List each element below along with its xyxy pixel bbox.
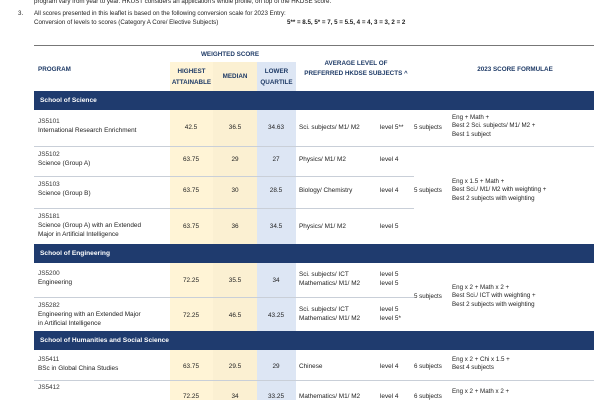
program-name: International Research Enrichment: [38, 127, 137, 134]
level: level 4: [380, 393, 399, 400]
formulae-header: 2023 SCORE FORMULAE: [477, 66, 553, 73]
level: level 5: [380, 306, 399, 313]
formula-line: Best 4 subjects: [452, 364, 494, 372]
formula-line: Eng x 2 + Chi x 1.5 +: [452, 356, 510, 363]
note-line-3: Conversion of levels to scores (Category A Core/ Elective Subjects): [34, 19, 219, 26]
formula-line: Eng x 1.5 + Math +: [452, 178, 505, 185]
highest-value: 63.75: [183, 187, 199, 194]
program-name: Major in Artificial Intelligence: [38, 231, 119, 238]
subjects: Mathematics/ M1/ M2: [299, 280, 361, 287]
median-value: 35.5: [228, 277, 242, 284]
program-code: JS5102: [38, 151, 60, 158]
program-code: JS5103: [38, 181, 60, 188]
highest-value: 72.25: [183, 393, 199, 400]
level: level 5**: [380, 124, 404, 131]
lower-quartile-value: 29: [272, 363, 280, 370]
section-engineering: School of Engineering: [34, 244, 594, 263]
level: level 4: [380, 363, 399, 370]
highest-header-1: HIGHEST: [177, 68, 206, 75]
table-top-rule: [34, 45, 594, 46]
program-header: PROGRAM: [38, 66, 71, 73]
highest-header: [170, 68, 213, 87]
subject-count: 6 subjects: [414, 363, 442, 370]
program-name: Engineering with an Extended Major: [38, 311, 141, 318]
lower-quartile-value: 27: [272, 156, 280, 163]
row-divider: [34, 176, 414, 177]
highest-value: 72.25: [183, 277, 199, 284]
formula-line: Best 2 Sci. subjects/ M1/ M2 +: [452, 122, 536, 130]
subject-count: 5 subjects: [414, 187, 442, 194]
program-code: JS5101: [38, 118, 60, 125]
lower-quartile-value: 33.25: [268, 393, 284, 400]
highest-value: 63.75: [183, 223, 199, 230]
program-name: Science (Group A): [38, 160, 91, 167]
subjects: Biology/ Chemistry: [299, 187, 353, 194]
program-code: JS5181: [38, 213, 60, 220]
program-name: BSc in Global China Studies: [38, 365, 119, 372]
median-value: 36.5: [228, 124, 242, 131]
formula-line: Eng x 2 + Math x 2 +: [452, 284, 510, 291]
section-science: School of Science: [34, 91, 594, 110]
program-code: JS5411: [38, 356, 60, 363]
formula-2: [452, 178, 592, 203]
formula-line: Best Sci./ M1/ M2 with weighting +: [452, 186, 547, 194]
formula-5: [452, 388, 592, 396]
formula-line: Best 2 subjects with weighting: [452, 194, 535, 202]
subject-count: 5 subjects: [414, 124, 442, 131]
lower-quartile-value: 34.5: [269, 223, 283, 230]
lower-header-2: QUARTILE: [260, 79, 293, 86]
row-divider: [34, 208, 414, 209]
note-line-2: All scores presented in this leaflet is based on the following conversion scale for 2023 Entry:: [34, 10, 286, 17]
median-value: 29.5: [228, 363, 242, 370]
subjects: Physics/ M1/ M2: [299, 156, 346, 163]
subjects: Physics/ M1/ M2: [299, 223, 346, 230]
note-number-3: 3.: [18, 10, 24, 17]
subjects: Mathematics/ M1/ M2: [299, 393, 361, 400]
lower-quartile-value: 34.63: [268, 124, 284, 131]
subject-count: 5 subjects: [414, 293, 442, 300]
avg-header-1: AVERAGE LEVEL OF: [324, 60, 388, 67]
formula-3: [452, 284, 592, 309]
lower-header-1: LOWER: [264, 68, 289, 75]
level: level 4: [380, 187, 399, 194]
formula-4: [452, 356, 592, 373]
lower-header: [257, 68, 296, 87]
formula-line: Best 2 subjects with weighting: [452, 300, 535, 308]
level: level 5: [380, 280, 399, 287]
formula-line: Best 1 subject: [452, 130, 491, 138]
highest-header-2: ATTAINABLE: [171, 79, 212, 86]
median-value: 30: [231, 187, 239, 194]
level: level 4: [380, 156, 399, 163]
row-divider: [34, 146, 594, 147]
row-divider: [34, 380, 594, 381]
note-line-1: program vary from year to year. HKUST considers an application's whole profile, on top of the HKDSE score.: [34, 0, 332, 5]
formula-1: [452, 114, 592, 139]
program-code: JS5282: [38, 302, 60, 309]
program-code: JS5200: [38, 270, 60, 277]
subjects: Sci. subjects/ ICT: [299, 306, 349, 313]
program-name: Science (Group B): [38, 190, 91, 197]
median-value: 46.5: [228, 312, 242, 319]
section-humanities: School of Humanities and Social Science: [34, 331, 594, 350]
subjects: Sci. subjects/ M1/ M2: [299, 124, 360, 131]
lower-quartile-value: 34: [272, 277, 280, 284]
subjects: Sci. subjects/ ICT: [299, 271, 349, 278]
subject-count: 6 subjects: [414, 393, 442, 400]
median-value: 36: [231, 223, 239, 230]
formula-line: Eng x 2 + Math x 2 +: [452, 388, 510, 395]
highest-value: 63.75: [183, 363, 199, 370]
lower-quartile-value: 43.25: [268, 312, 284, 319]
subjects: Chinese: [299, 363, 323, 370]
lower-quartile-value: 28.5: [269, 187, 283, 194]
highest-value: 42.5: [184, 124, 198, 131]
median-value: 29: [231, 156, 239, 163]
program-name: in Artificial Intelligence: [38, 320, 101, 327]
avg-header-2: PREFERRED HKDSE SUBJECTS ^: [304, 70, 408, 77]
subjects: Mathematics/ M1/ M2: [299, 315, 361, 322]
row-divider: [34, 297, 414, 298]
formula-line: Best Sci./ ICT with weighting +: [452, 292, 536, 300]
program-name: Science (Group A) with an Extended: [38, 222, 142, 229]
highest-value: 63.75: [183, 156, 199, 163]
median-header: MEDIAN: [222, 73, 248, 80]
weighted-score-header: WEIGHTED SCORE: [200, 51, 260, 58]
formula-line: Eng + Math +: [452, 114, 490, 121]
program-name: Engineering: [38, 279, 73, 286]
avg-level-header: [296, 60, 416, 78]
level: level 5: [380, 223, 399, 230]
median-value: 34: [231, 393, 239, 400]
program-code: JS5412: [38, 384, 60, 391]
highest-value: 72.25: [183, 312, 199, 319]
conversion-scale: 5** = 8.5, 5* = 7, 5 = 5.5, 4 = 4, 3 = 3, 2 = 2: [287, 19, 406, 26]
level: level 5: [380, 271, 399, 278]
level: level 5*: [380, 315, 401, 322]
